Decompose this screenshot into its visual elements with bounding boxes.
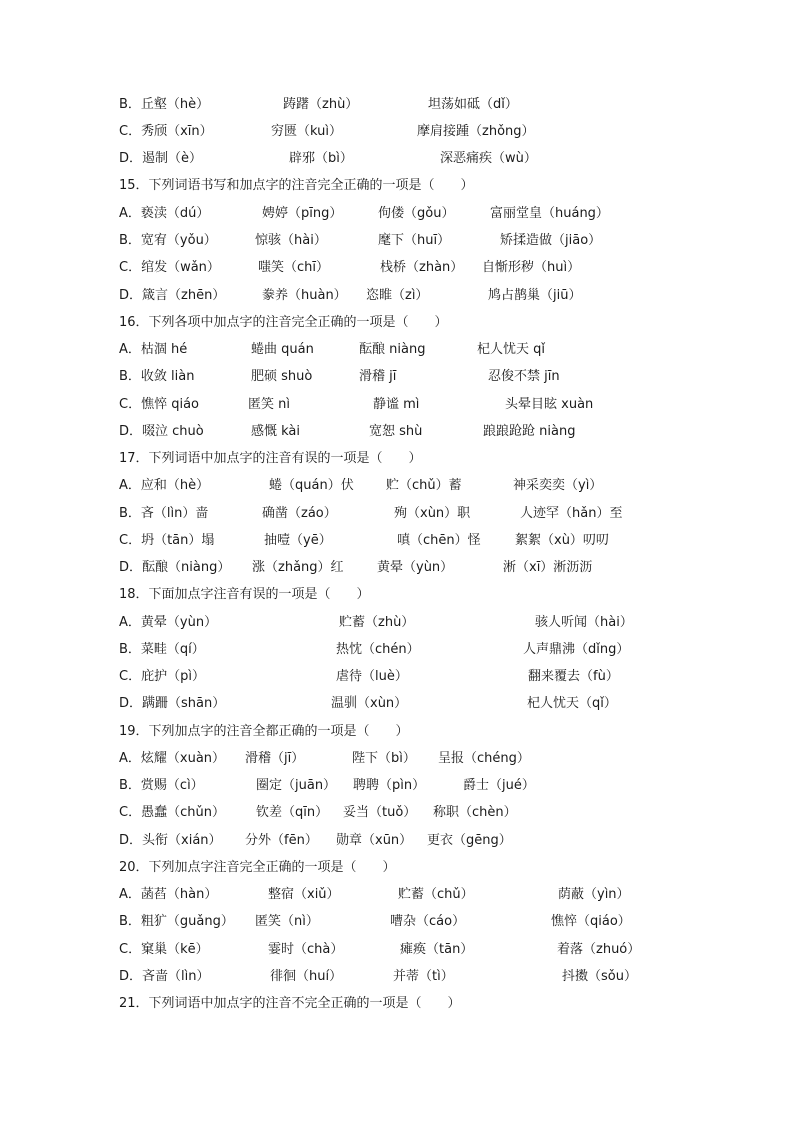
option-line (0, 612, 794, 634)
word-item: 翻来覆去（fù） (528, 669, 619, 684)
question-stem (0, 448, 794, 470)
word-item: 荫蔽（yìn） (558, 887, 630, 902)
word-item: 圈定（juān） (256, 778, 337, 793)
word-item: 静谧 mì (373, 397, 420, 412)
option-line (0, 939, 794, 961)
word-item: 娉婷（pīng） (262, 206, 343, 221)
option-line (0, 748, 794, 770)
option-line (0, 148, 794, 170)
word-item: 富丽堂皇（huáng） (490, 206, 609, 221)
question-stem (0, 721, 794, 743)
word-item: 抖擞（sǒu） (562, 969, 637, 984)
word-item: 鸠占鹊巢（jiū） (488, 288, 582, 303)
option-label: D．箴言（zhēn） (119, 288, 226, 303)
word-item: 瘫痪（tān） (400, 942, 474, 957)
word-item: 呈报（chéng） (438, 751, 530, 766)
word-item: 坦荡如砥（dǐ） (428, 97, 518, 112)
option-line (0, 339, 794, 361)
option-label: A．亵渎（dú） (119, 206, 210, 221)
word-item: 嗤笑（chī） (258, 260, 329, 275)
word-item: 栈桥（zhàn） (380, 260, 464, 275)
question-text: 19．下列加点字的注音全都正确的一项是（ ） (119, 724, 409, 739)
option-line (0, 257, 794, 279)
word-item: 嘈杂（cáo） (390, 914, 466, 929)
option-label: B．宽宥（yǒu） (119, 233, 217, 248)
word-item: 蜷（quán）伏 (269, 478, 354, 493)
option-line (0, 530, 794, 552)
option-label: D．头衔（xián） (119, 833, 222, 848)
option-label: C．坍（tān）塌 (119, 533, 215, 548)
option-line (0, 557, 794, 579)
question-text: 16．下列各项中加点字的注音完全正确的一项是（ ） (119, 315, 448, 330)
word-item: 匿笑 nì (248, 397, 290, 412)
word-item: 温驯（xùn） (331, 696, 408, 711)
option-label: C．愚蠢（chǔn） (119, 805, 225, 820)
word-item: 肥硕 shuò (251, 369, 313, 384)
word-item: 滑稽 jī (359, 369, 397, 384)
question-stem (0, 993, 794, 1015)
option-line (0, 121, 794, 143)
word-item: 忍俊不禁 jīn (488, 369, 560, 384)
word-item: 豢养（huàn） (262, 288, 347, 303)
word-item: 爵士（jué） (463, 778, 535, 793)
word-item: 徘徊（huí） (270, 969, 343, 984)
question-stem (0, 312, 794, 334)
word-item: 骇人听闻（hài） (535, 615, 633, 630)
word-item: 虐待（luè） (336, 669, 408, 684)
option-line (0, 884, 794, 906)
word-item: 宽恕 shù (369, 424, 423, 439)
option-line (0, 775, 794, 797)
word-item: 杞人忧天 qǐ (477, 342, 545, 357)
word-item: 自惭形秽（huì） (482, 260, 581, 275)
question-stem (0, 857, 794, 879)
word-item: 贮（chǔ）蓄 (386, 478, 462, 493)
word-item: 杞人忧天（qǐ） (527, 696, 617, 711)
word-item: 整宿（xiǔ） (268, 887, 340, 902)
word-item: 穷匮（kuì） (271, 124, 342, 139)
option-label: D．吝啬（lìn） (119, 969, 210, 984)
word-item: 深恶痛疾（wù） (440, 151, 537, 166)
word-item: 抽噎（yē） (264, 533, 332, 548)
word-item: 人声鼎沸（dǐng） (523, 642, 630, 657)
option-label: C．窠巢（kē） (119, 942, 209, 957)
word-item: 称职（chèn） (433, 805, 517, 820)
option-line (0, 203, 794, 225)
word-item: 絮絮（xù）叨叨 (515, 533, 609, 548)
word-item: 钦差（qīn） (256, 805, 329, 820)
option-line (0, 285, 794, 307)
word-item: 确凿（záo） (262, 506, 337, 521)
option-label: D．啜泣 chuò (119, 424, 204, 439)
option-line (0, 830, 794, 852)
question-text: 21．下列词语中加点字的注音不完全正确的一项是（ ） (119, 996, 461, 1011)
option-line (0, 693, 794, 715)
word-item: 黄晕（yùn） (377, 560, 454, 575)
option-line (0, 639, 794, 661)
word-item: 神采奕奕（yì） (513, 478, 603, 493)
option-label: A．菡萏（hàn） (119, 887, 218, 902)
word-item: 滑稽（jī） (245, 751, 305, 766)
word-item: 人迹罕（hǎn）至 (520, 506, 623, 521)
option-label: C．憔悴 qiáo (119, 397, 199, 412)
option-label: B．收敛 liàn (119, 369, 195, 384)
option-line (0, 230, 794, 252)
option-line (0, 394, 794, 416)
word-item: 陛下（bì） (352, 751, 416, 766)
option-line (0, 911, 794, 933)
word-item: 头晕目眩 xuàn (505, 397, 594, 412)
option-label: B．丘壑（hè） (119, 97, 210, 112)
option-label: A．黄晕（yùn） (119, 615, 218, 630)
option-label: B．菜畦（qí） (119, 642, 205, 657)
option-label: B．吝（lìn）啬 (119, 506, 209, 521)
word-item: 踌躇（zhù） (283, 97, 359, 112)
word-item: 涨（zhǎng）红 (252, 560, 344, 575)
option-label: D．遏制（è） (119, 151, 203, 166)
word-item: 辟邪（bì） (289, 151, 353, 166)
option-label: A．应和（hè） (119, 478, 210, 493)
option-line (0, 475, 794, 497)
word-item: 贮蓄（zhù） (339, 615, 415, 630)
question-text: 20．下列加点字注音完全正确的一项是（ ） (119, 860, 396, 875)
word-item: 匿笑（nì） (255, 914, 319, 929)
option-label: B．赏赐（cì） (119, 778, 204, 793)
option-line (0, 503, 794, 525)
word-item: 并蒂（tì） (393, 969, 454, 984)
word-item: 妥当（tuǒ） (343, 805, 417, 820)
word-item: 惊骇（hài） (255, 233, 327, 248)
word-item: 分外（fēn） (245, 833, 318, 848)
word-item: 摩肩接踵（zhǒng） (417, 124, 535, 139)
question-text: 18．下面加点字注音有误的一项是（ ） (119, 587, 370, 602)
question-text: 15．下列词语书写和加点字的注音完全正确的一项是（ ） (119, 178, 474, 193)
option-label: C．绾发（wǎn） (119, 260, 220, 275)
option-line (0, 421, 794, 443)
option-label: A．枯涸 hé (119, 342, 188, 357)
option-label: C．庇护（pì） (119, 669, 205, 684)
word-item: 殉（xùn）职 (394, 506, 471, 521)
option-label: A．炫耀（xuàn） (119, 751, 226, 766)
word-item: 淅（xī）淅沥沥 (503, 560, 593, 575)
word-item: 霎时（chà） (268, 942, 344, 957)
word-item: 矫揉造做（jiāo） (500, 233, 602, 248)
word-item: 着落（zhuó） (557, 942, 641, 957)
word-item: 恣睢（zì） (366, 288, 429, 303)
word-item: 更衣（gēng） (427, 833, 512, 848)
question-text: 17．下列词语中加点字的注音有误的一项是（ ） (119, 451, 422, 466)
word-item: 蜷曲 quán (251, 342, 314, 357)
option-label: D．酝酿（niàng） (119, 560, 231, 575)
word-item: 感慨 kài (251, 424, 301, 439)
question-stem (0, 584, 794, 606)
option-label: D．蹒跚（shān） (119, 696, 226, 711)
word-item: 贮蓄（chǔ） (398, 887, 474, 902)
word-item: 憔悴（qiáo） (551, 914, 631, 929)
word-item: 佝偻（gǒu） (378, 206, 455, 221)
option-line (0, 802, 794, 824)
option-label: B．粗犷（guǎng） (119, 914, 234, 929)
word-item: 嗔（chēn）怪 (397, 533, 481, 548)
word-item: 勋章（xūn） (336, 833, 413, 848)
question-stem (0, 175, 794, 197)
word-item: 聘聘（pìn） (353, 778, 426, 793)
option-label: C．秀颀（xīn） (119, 124, 213, 139)
word-item: 酝酿 niàng (359, 342, 426, 357)
option-line (0, 666, 794, 688)
option-line (0, 966, 794, 988)
word-item: 热忱（chén） (336, 642, 420, 657)
word-item: 麾下（huī） (378, 233, 451, 248)
word-item: 踉踉跄跄 niàng (483, 424, 576, 439)
option-line (0, 366, 794, 388)
option-line (0, 94, 794, 116)
